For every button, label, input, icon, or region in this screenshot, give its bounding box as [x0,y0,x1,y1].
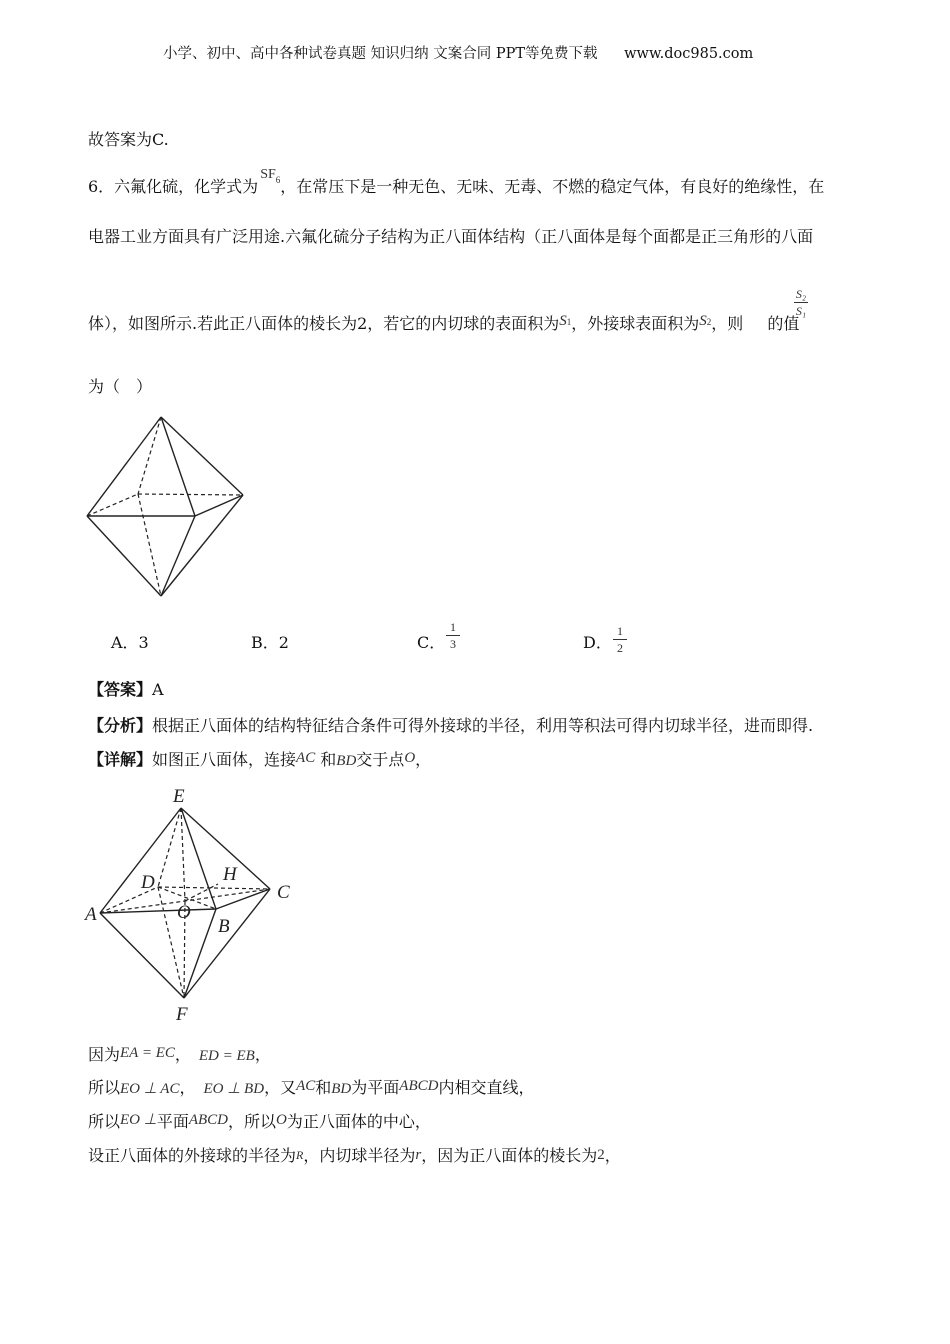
question-line-1-rest: ，在常压下是一种无色、无味、无毒、不燃的稳定气体，有良好的绝缘性，在 [280,177,825,196]
label-d: D [141,872,155,893]
detail-line: 【详解】如图正八面体，连接AC 和BD交于点O， [88,750,432,769]
s1-symbol: S1 [559,313,572,329]
question-line-4: 为（ ） [88,377,153,396]
question-number: 6．六氟化硫，化学式为 [88,177,259,196]
step-2: 所以EO ⊥ AC， EO ⊥ BD，又AC和BD为平面ABCD内相交直线， [88,1078,535,1097]
label-a: A [85,904,97,925]
formula: $SF_6$ [260,167,281,185]
labeled-octahedron-figure [80,780,310,1025]
option-d[interactable]: D． [583,633,612,652]
label-o: O [177,902,191,923]
page-header [163,42,753,63]
option-c-fraction: 1 3 [446,620,460,651]
step-1: 因为EA = EC， ED = EB， [88,1045,271,1064]
option-a[interactable]: A．3 [111,633,149,652]
label-c: C [277,882,290,903]
previous-answer: 故答案为C. [88,130,169,149]
header-url[interactable]: www.doc985.com [624,46,754,62]
ratio-fraction: S₂ S₁ [795,287,807,318]
question-line-3: 体），如图所示.若此正八面体的棱长为2，若它的内切球的表面积为S1，外接球表面积为S2，则 的值 [88,313,800,333]
answer-value: A [152,680,164,699]
question-line-1 [88,167,825,199]
question-line-2: 电器工业方面具有广泛用途.六氟化硫分子结构为正八面体结构（正八面体是每个面都是正三角形的八面 [88,227,814,246]
label-h: H [223,864,237,885]
analysis-tag: 【分析】 [88,716,153,735]
s2-symbol: S2 [699,313,712,329]
analysis-text: 根据正八面体的结构特征结合条件可得外接球的半径，利用等积法可得内切球半径，进而即得. [152,716,814,735]
analysis-line [88,716,813,736]
step-4: 设正八面体的外接球的半径为R，内切球半径为r，因为正八面体的棱长为2， [88,1146,621,1165]
label-b: B [218,916,230,937]
option-d-fraction: 1 2 [613,624,627,655]
step-3: 所以EO ⊥平面ABCD，所以O为正八面体的中心， [88,1112,431,1131]
option-b[interactable]: B．2 [251,633,289,652]
option-c[interactable]: C． [417,633,446,652]
label-e: E [173,786,185,807]
label-f: F [176,1004,188,1025]
answer-tag: 【答案】 [88,680,153,699]
header-text: 小学、初中、高中各种试卷真题 知识归纳 文案合同 PPT等免费下载 [163,46,598,62]
octahedron-figure [80,410,255,605]
detail-tag: 【详解】 [88,750,153,769]
answer-line [88,680,164,700]
